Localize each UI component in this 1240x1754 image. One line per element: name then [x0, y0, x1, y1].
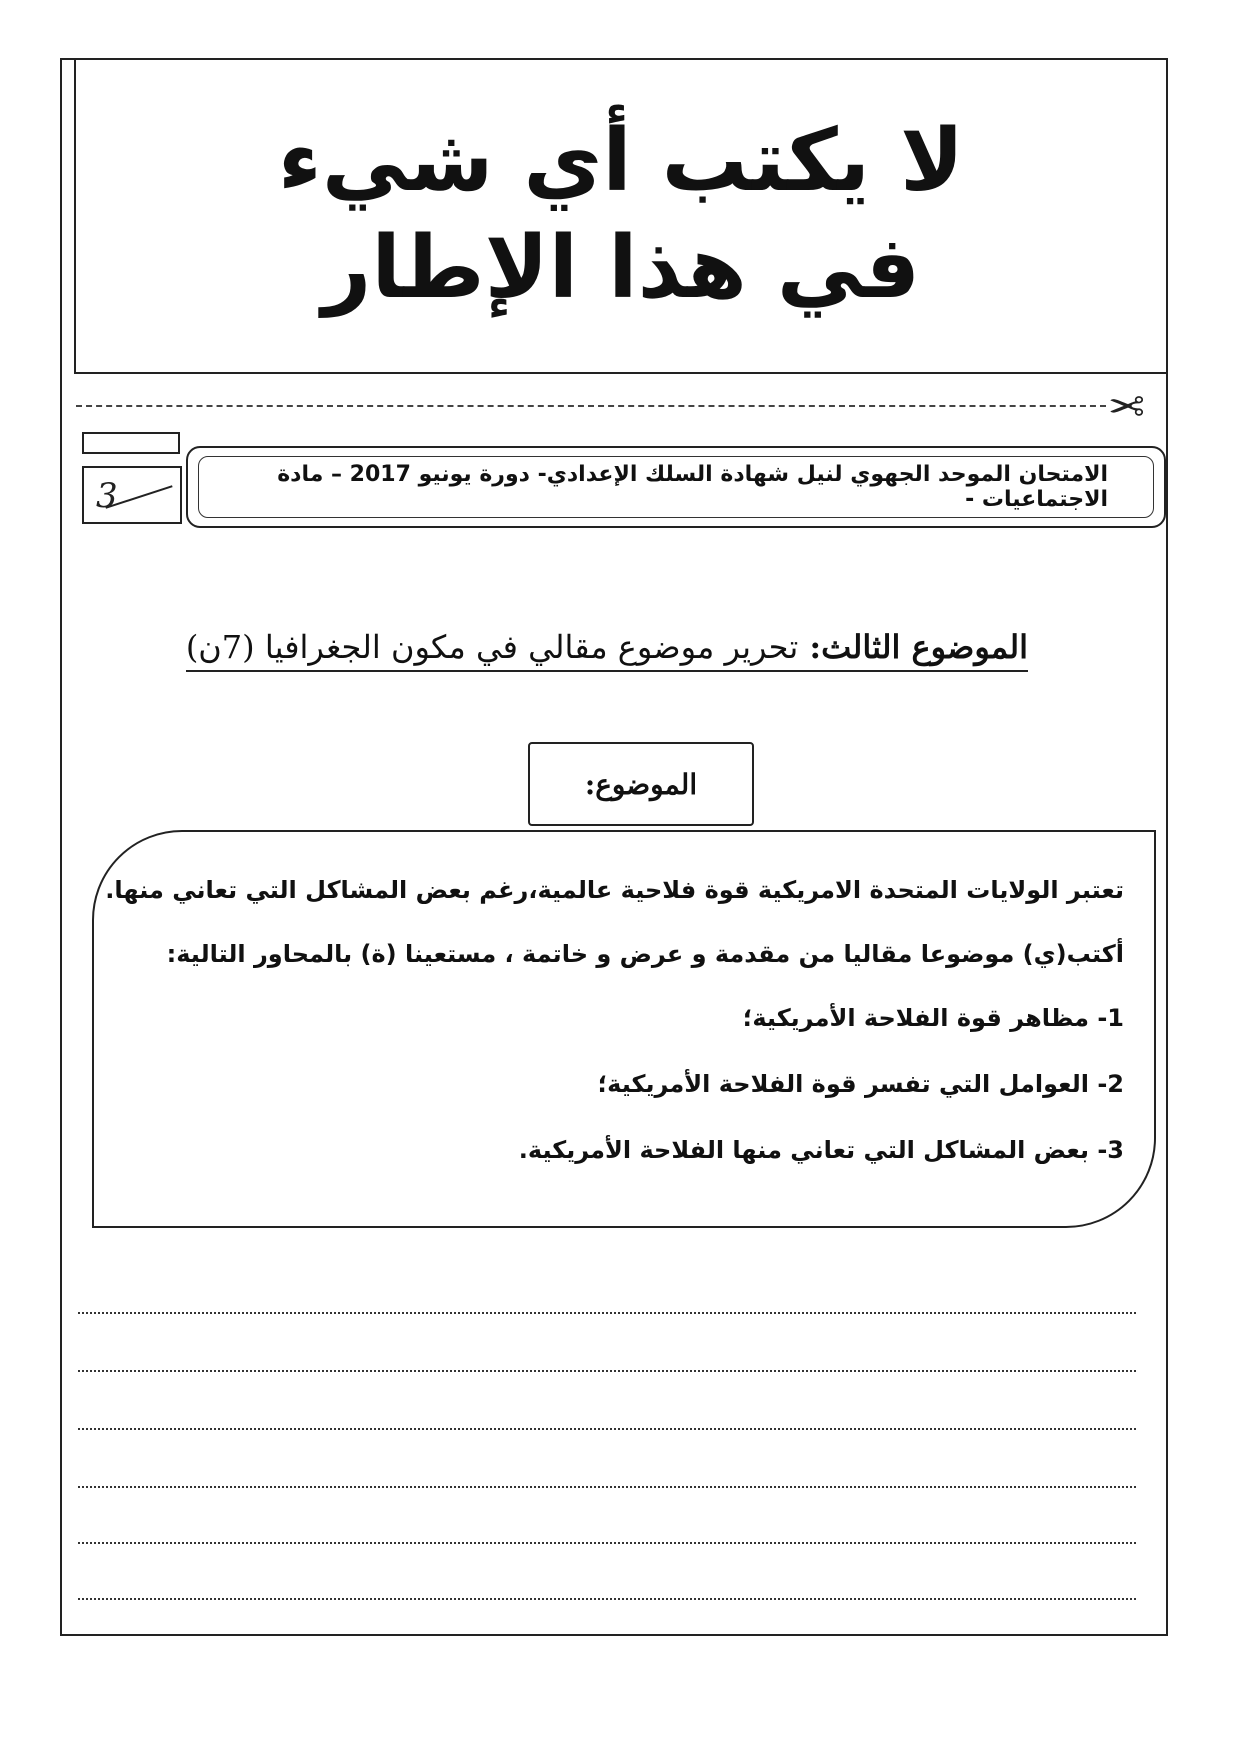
topic-label-box — [528, 742, 754, 826]
answer-line[interactable] — [78, 1598, 1136, 1600]
answer-line[interactable] — [78, 1370, 1136, 1372]
exam-banner — [186, 446, 1166, 528]
exam-banner-text: الامتحان الموحد الجهوي لنيل شهادة السلك الإعدادي- دورة يونيو 2017 – مادة الاجتماعيات - — [277, 462, 1108, 512]
section-title: الموضوع الثالث: — [809, 628, 1028, 666]
cut-line — [76, 405, 1106, 407]
answer-line[interactable] — [78, 1312, 1136, 1314]
scissors-icon: ✂ — [1108, 382, 1145, 433]
topic-item-3: 3- بعض المشاكل التي تعاني منها الفلاحة الأمريكية. — [518, 1136, 1124, 1164]
topic-label: الموضوع: — [584, 767, 698, 801]
topic-content-box — [92, 830, 1156, 1228]
answer-line[interactable] — [78, 1542, 1136, 1544]
topic-item-2: 2- العوامل التي تفسر قوة الفلاحة الأمريكية؛ — [597, 1070, 1124, 1098]
no-write-line-2: في هذا الإطار — [321, 218, 921, 318]
no-write-line-1: لا يكتب أي شيء — [277, 110, 965, 211]
no-write-box — [74, 58, 1168, 374]
section-heading — [186, 628, 1028, 672]
grade-top-box — [82, 432, 180, 454]
grade-value: 3 — [96, 476, 118, 516]
answer-line[interactable] — [78, 1486, 1136, 1488]
section-subtitle: تحرير موضوع مقالي في مكون الجغرافيا (7ن) — [185, 628, 799, 666]
topic-item-1: 1- مظاهر قوة الفلاحة الأمريكية؛ — [742, 1004, 1124, 1032]
topic-intro: تعتبر الولايات المتحدة الامريكية قوة فلاحية عالمية،رغم بعض المشاكل التي تعاني منها. — [105, 876, 1124, 904]
answer-line[interactable] — [78, 1428, 1136, 1430]
grade-box — [82, 466, 182, 524]
topic-instruction: أكتب(ي) موضوعا مقاليا من مقدمة و عرض و خاتمة ، مستعينا (ة) بالمحاور التالية: — [166, 940, 1124, 968]
